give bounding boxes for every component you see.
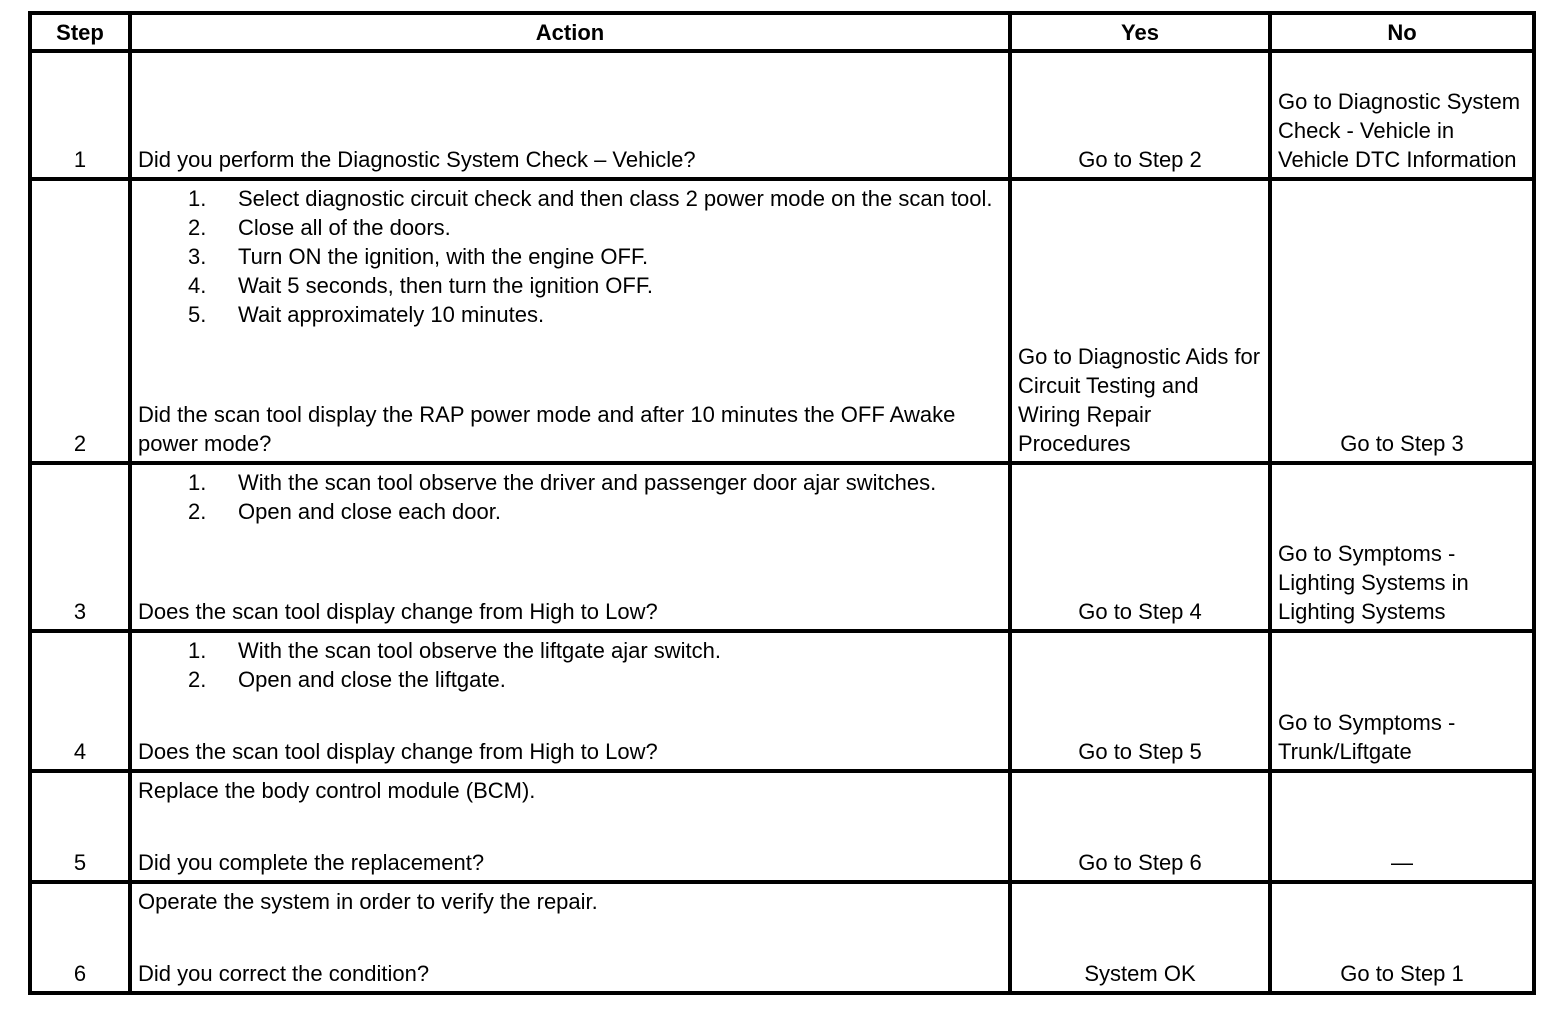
- diagnostic-table: [28, 11, 1536, 995]
- no-cell: —: [1270, 771, 1534, 882]
- no-cell: Go to Diagnostic System Check - Vehicle in Vehicle DTC Information: [1270, 51, 1534, 179]
- table-row: [30, 463, 1534, 631]
- substep-number: 2.: [188, 667, 207, 692]
- yes-cell: System OK: [1010, 882, 1270, 993]
- action-question: Does the scan tool display change from High to Low?: [138, 599, 658, 624]
- substep-number: 1.: [188, 470, 207, 495]
- step-number: 5: [30, 771, 130, 882]
- action-instruction: Operate the system in order to verify the repair.: [138, 889, 598, 914]
- list-item: [138, 213, 1002, 242]
- table-row: [30, 631, 1534, 771]
- list-item: [138, 184, 1002, 213]
- substep-text: Close all of the doors.: [238, 215, 451, 240]
- substep-number: 4.: [188, 273, 207, 298]
- header-action: Action: [130, 13, 1010, 51]
- substep-text: Select diagnostic circuit check and then class 2 power mode on the scan tool.: [238, 186, 993, 211]
- action-question: Did you correct the condition?: [138, 961, 430, 986]
- action-cell: [130, 882, 1010, 993]
- list-item: [138, 468, 1002, 497]
- table-row: [30, 771, 1534, 882]
- action-cell: [130, 631, 1010, 771]
- no-cell: Go to Step 3: [1270, 179, 1534, 463]
- list-item: [138, 636, 1002, 665]
- action-question: Did you perform the Diagnostic System Check – Vehicle?: [138, 147, 696, 172]
- action-instruction: Replace the body control module (BCM).: [138, 778, 536, 803]
- yes-cell: Go to Step 4: [1010, 463, 1270, 631]
- list-item: [138, 497, 1002, 526]
- step-number: 1: [30, 51, 130, 179]
- yes-cell: Go to Step 5: [1010, 631, 1270, 771]
- substep-text: Wait 5 seconds, then turn the ignition OFF.: [238, 273, 653, 298]
- substep-text: Turn ON the ignition, with the engine OFF.: [238, 244, 649, 269]
- step-number: 2: [30, 179, 130, 463]
- substep-list: [138, 468, 1002, 526]
- substep-text: With the scan tool observe the driver and passenger door ajar switches.: [238, 470, 937, 495]
- table-row: [30, 51, 1534, 179]
- substep-number: 5.: [188, 302, 207, 327]
- no-cell: Go to Symptoms - Lighting Systems in Lighting Systems: [1270, 463, 1534, 631]
- action-cell: [130, 179, 1010, 463]
- substep-text: Open and close each door.: [238, 499, 501, 524]
- table-row: [30, 882, 1534, 993]
- substep-list: [138, 636, 1002, 694]
- substep-number: 2.: [188, 215, 207, 240]
- yes-cell: Go to Diagnostic Aids for Circuit Testing and Wiring Repair Procedures: [1010, 179, 1270, 463]
- action-cell: [130, 463, 1010, 631]
- action-question: Did the scan tool display the RAP power mode and after 10 minutes the OFF Awake power mode?: [138, 402, 956, 456]
- yes-cell: Go to Step 6: [1010, 771, 1270, 882]
- action-cell: [130, 51, 1010, 179]
- yes-cell: Go to Step 2: [1010, 51, 1270, 179]
- list-item: [138, 242, 1002, 271]
- header-yes: Yes: [1010, 13, 1270, 51]
- substep-number: 1.: [188, 638, 207, 663]
- step-number: 4: [30, 631, 130, 771]
- substep-number: 3.: [188, 244, 207, 269]
- substep-number: 2.: [188, 499, 207, 524]
- substep-number: 1.: [188, 186, 207, 211]
- step-number: 6: [30, 882, 130, 993]
- header-step: Step: [30, 13, 130, 51]
- substep-text: Wait approximately 10 minutes.: [238, 302, 545, 327]
- no-cell: Go to Symptoms - Trunk/Liftgate: [1270, 631, 1534, 771]
- list-item: [138, 300, 1002, 329]
- header-row: [30, 13, 1534, 51]
- header-no: No: [1270, 13, 1534, 51]
- action-question: Did you complete the replacement?: [138, 850, 485, 875]
- list-item: [138, 271, 1002, 300]
- table-row: [30, 179, 1534, 463]
- no-cell: Go to Step 1: [1270, 882, 1534, 993]
- action-question: Does the scan tool display change from High to Low?: [138, 739, 658, 764]
- list-item: [138, 665, 1002, 694]
- substep-text: With the scan tool observe the liftgate ajar switch.: [238, 638, 722, 663]
- substep-text: Open and close the liftgate.: [238, 667, 506, 692]
- step-number: 3: [30, 463, 130, 631]
- substep-list: [138, 184, 1002, 329]
- action-cell: [130, 771, 1010, 882]
